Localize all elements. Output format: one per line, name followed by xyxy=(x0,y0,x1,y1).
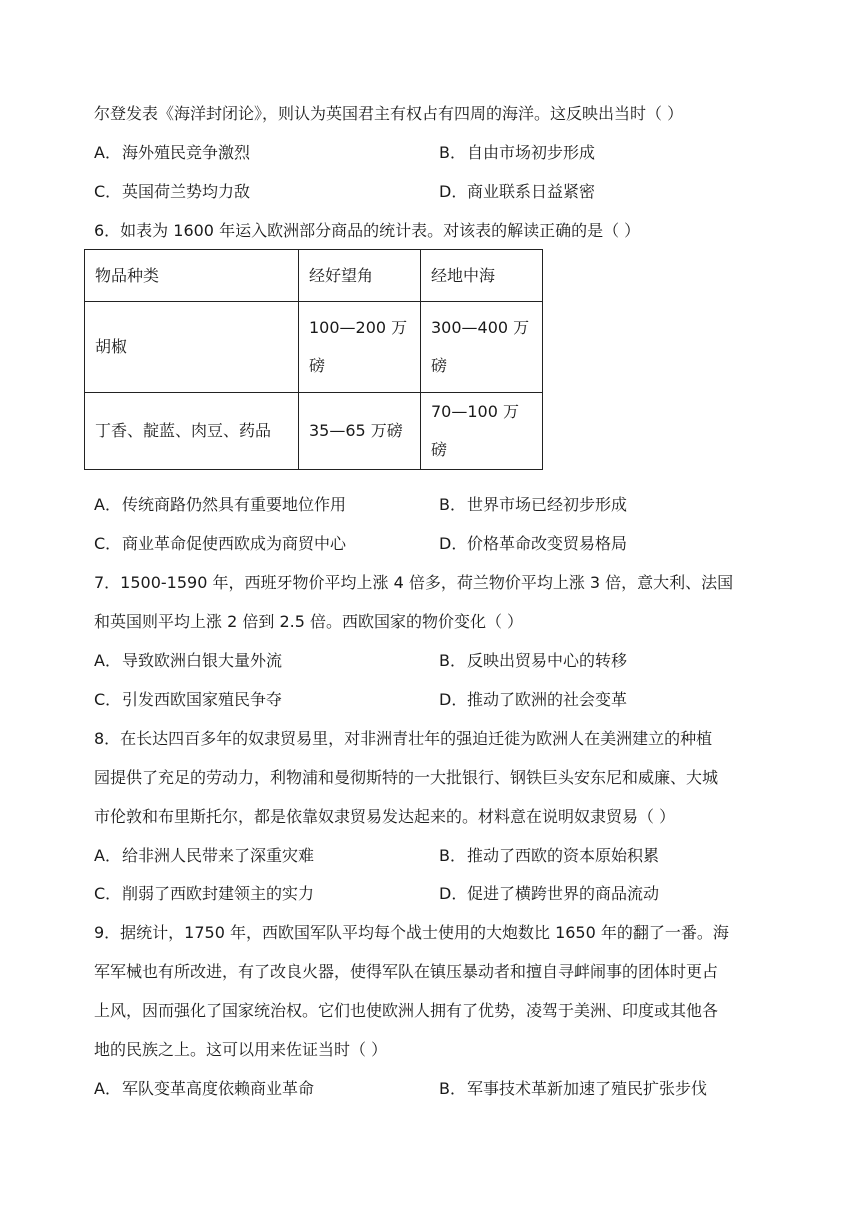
table-header-cape: 经好望角 xyxy=(299,250,421,302)
q7-option-a: A．导致欧洲白银大量外流 xyxy=(94,651,283,670)
table-row xyxy=(85,302,543,393)
q8-stem-line: 园提供了充足的劳动力，利物浦和曼彻斯特的一大批银行、钢铁巨头安东尼和威廉、大城 xyxy=(94,768,719,787)
q6-option-c: C．商业革命促使西欧成为商贸中心 xyxy=(94,534,347,553)
table-cell-item: 胡椒 xyxy=(85,302,299,393)
q5-options-row1 xyxy=(94,142,774,164)
q9-stem-line: 9．据统计，1750 年，西欧国军队平均每个战士使用的大炮数比 1650 年的翻了一番。海 xyxy=(94,923,729,942)
q8-option-c: C．削弱了西欧封建领主的实力 xyxy=(94,884,315,903)
table-cell-med: 70—100 万磅 xyxy=(421,393,543,470)
q7-options-row2 xyxy=(94,689,774,711)
q6-option-b: B．世界市场已经初步形成 xyxy=(439,495,628,514)
q8-option-b: B．推动了西欧的资本原始积累 xyxy=(439,846,660,865)
q5-options-row2 xyxy=(94,181,774,203)
table-cell-cape: 100—200 万 磅 xyxy=(299,302,421,393)
q9-stem-line: 上风，因而强化了国家统治权。它们也使欧洲人拥有了优势，凌驾于美洲、印度或其他各 xyxy=(94,1001,719,1020)
q9-stem-line: 地的民族之上。这可以用来佐证当时（ ） xyxy=(94,1040,388,1059)
q8-stem-line: 8．在长达四百多年的奴隶贸易里，对非洲青壮年的强迫迁徙为欧洲人在美洲建立的种植 xyxy=(94,729,713,748)
q8-stem-line: 市伦敦和布里斯托尔，都是依靠奴隶贸易发达起来的。材料意在说明奴隶贸易（ ） xyxy=(94,807,676,826)
q7-options-row1 xyxy=(94,650,774,672)
q8-option-d: D．促进了横跨世界的商品流动 xyxy=(439,884,660,903)
q7-option-b: B．反映出贸易中心的转移 xyxy=(439,651,628,670)
table-cell-item: 丁香、靛蓝、肉豆、药品 xyxy=(85,393,299,470)
q7-stem-line: 7．1500-1590 年，西班牙物价平均上涨 4 倍多，荷兰物价平均上涨 3 倍，意大利、法国 xyxy=(94,573,734,592)
q8-options-row2 xyxy=(94,883,774,905)
q8-option-a: A．给非洲人民带来了深重灾难 xyxy=(94,846,315,865)
table-header-row xyxy=(85,250,543,302)
table-header-item: 物品种类 xyxy=(85,250,299,302)
q6-options-row1 xyxy=(94,494,774,516)
q5-option-d: D．商业联系日益紧密 xyxy=(439,182,596,201)
q6-option-d: D．价格革命改变贸易格局 xyxy=(439,534,628,553)
q9-stem-line: 军军械也有所改进，有了改良火器，使得军队在镇压暴动者和擅自寻衅闹事的团体时更占 xyxy=(94,962,719,981)
q8-options-row1 xyxy=(94,845,774,867)
q5-option-b: B．自由市场初步形成 xyxy=(439,143,596,162)
table-row xyxy=(85,393,543,470)
q6-stem: 6．如表为 1600 年运入欧洲部分商品的统计表。对该表的解读正确的是（ ） xyxy=(94,221,641,240)
table-cell-cape: 35—65 万磅 xyxy=(299,393,421,470)
q7-stem-line: 和英国则平均上涨 2 倍到 2.5 倍。西欧国家的物价变化（ ） xyxy=(94,612,524,631)
q5-option-c: C．英国荷兰势均力敌 xyxy=(94,182,251,201)
q5-stem: 尔登发表《海洋封闭论》，则认为英国君主有权占有四周的海洋。这反映出当时（ ） xyxy=(94,104,684,123)
q6-options-row2 xyxy=(94,533,774,555)
q9-option-b: B．军事技术革新加速了殖民扩张步伐 xyxy=(439,1079,708,1098)
table-header-med: 经地中海 xyxy=(421,250,543,302)
q5-option-a: A．海外殖民竞争激烈 xyxy=(94,143,251,162)
table-cell-med: 300—400 万 磅 xyxy=(421,302,543,393)
q6-stats-table xyxy=(84,249,543,470)
q6-option-a: A．传统商路仍然具有重要地位作用 xyxy=(94,495,347,514)
q9-option-a: A．军队变革高度依赖商业革命 xyxy=(94,1079,315,1098)
q7-option-d: D．推动了欧洲的社会变革 xyxy=(439,690,628,709)
q7-option-c: C．引发西欧国家殖民争夺 xyxy=(94,690,283,709)
q9-options-row1 xyxy=(94,1078,774,1100)
